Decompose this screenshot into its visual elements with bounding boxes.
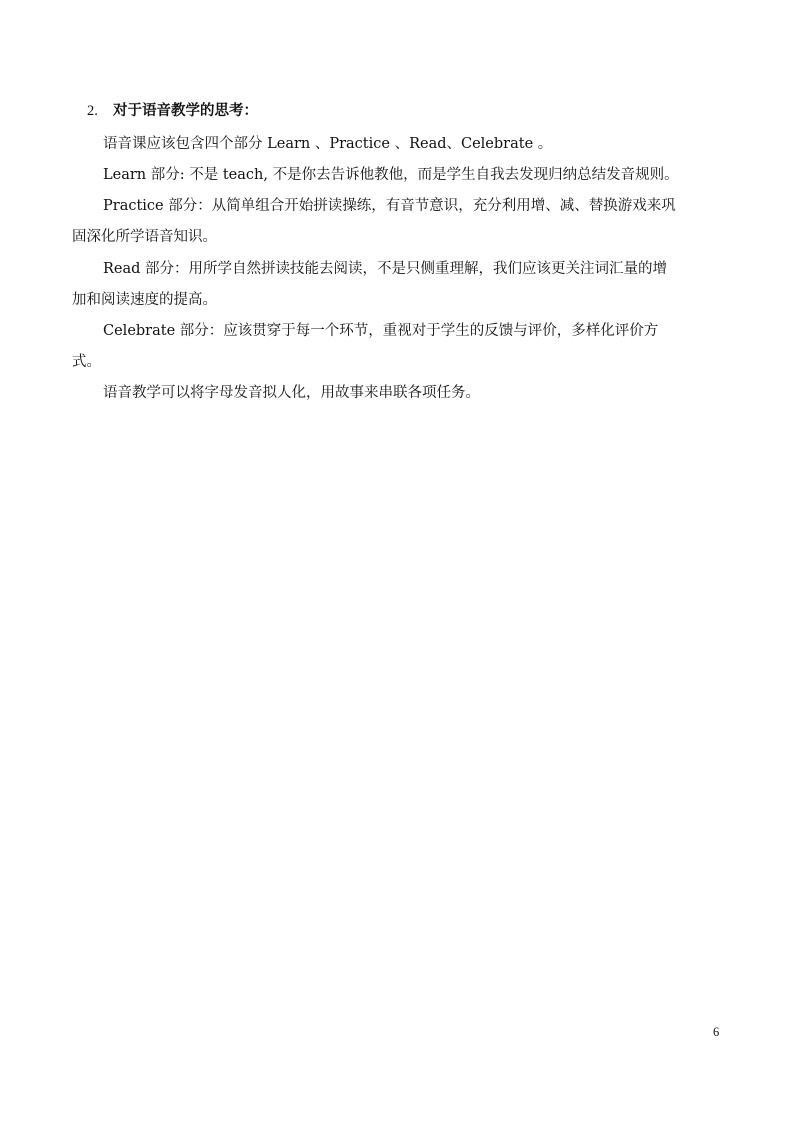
paragraph-celebrate-line-1: Celebrate 部分：应该贯穿于每一个环节，重视对于学生的反馈与评价，多样化评价方 <box>103 323 659 339</box>
paragraph-practice-line-2: 固深化所学语音知识。 <box>72 229 217 245</box>
paragraph-parts-intro: 语音课应该包含四个部分 Learn 、Practice 、Read、Celebrate 。 <box>103 136 553 152</box>
paragraph-personification: 语音教学可以将字母发音拟人化，用故事来串联各项任务。 <box>103 385 480 401</box>
paragraph-practice-line-1: Practice 部分：从简单组合开始拼读操练，有音节意识，充分利用增、减、替换游戏来巩 <box>103 198 676 214</box>
page-number: 6 <box>713 1025 720 1039</box>
section-title: 对于语音教学的思考： <box>113 102 258 119</box>
paragraph-read-line-2: 加和阅读速度的提高。 <box>72 292 217 308</box>
paragraph-celebrate-line-2: 式。 <box>72 354 101 370</box>
section-heading <box>87 100 258 122</box>
section-number: 2. <box>87 103 98 119</box>
paragraph-read-line-1: Read 部分：用所学自然拼读技能去阅读，不是只侧重理解，我们应该更关注词汇量的增 <box>103 261 668 277</box>
paragraph-learn: Learn 部分: 不是 teach, 不是你去告诉他教他，而是学生自我去发现归纳总结发音规则。 <box>103 167 679 183</box>
